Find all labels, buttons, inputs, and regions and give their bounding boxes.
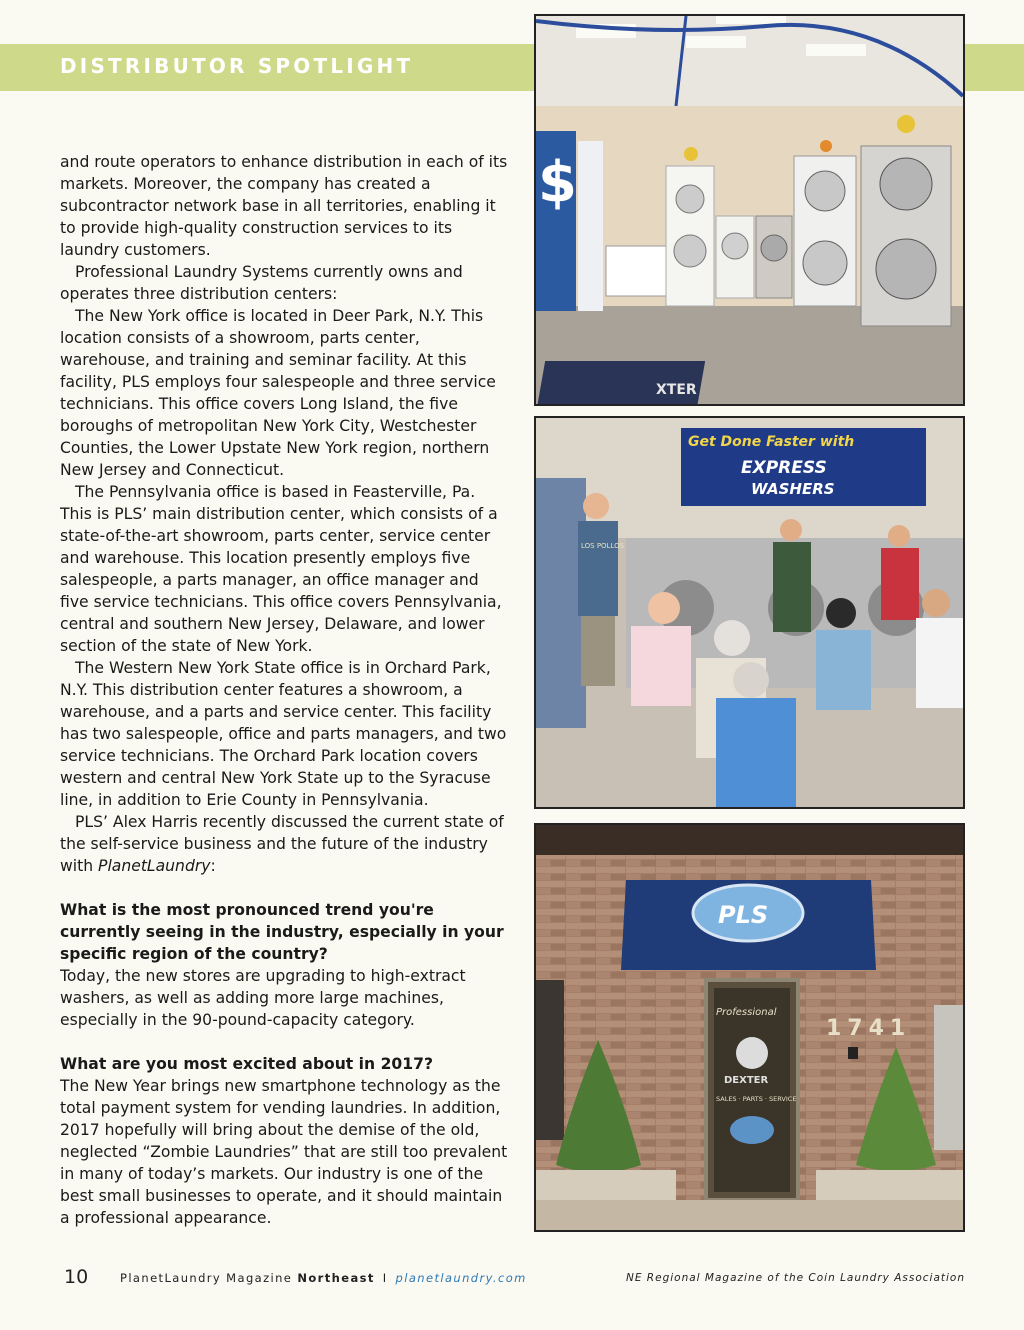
footer-tagline: NE Regional Magazine of the Coin Laundry Association [625, 1272, 965, 1284]
showroom-photo [534, 14, 965, 406]
address-number: 1741 [826, 1016, 912, 1041]
dollar-sign: $ [538, 150, 577, 215]
banner-line-1: Get Done Faster with [688, 434, 855, 450]
magazine-edition: Northeast [297, 1271, 375, 1285]
banner-line-2: EXPRESS [741, 458, 827, 478]
seminar-photo [534, 416, 965, 809]
footer-separator: I [382, 1271, 388, 1285]
paragraph-5: The Western New York State office is in Orchard Park, N.Y. This distribution center features a showroom, a warehouse, and a parts and service center. This facility has two salespeople, office and parts managers, and two service technicians. The Orchard Park location covers western and central New York State up to the Syracuse line, in addition to Erie County in Pennsylvania. [60, 659, 507, 809]
magazine-title: PlanetLaundry Magazine [120, 1271, 293, 1285]
shirt-print: LOS POLLOS [581, 542, 625, 550]
paragraph-1: and route operators to enhance distribution in each of its markets. Moreover, the company has created a subcontractor network base in all territories, enabling it to provide high-quality construction services to its laundry customers. [60, 153, 508, 259]
door-line-2: DEXTER [724, 1075, 769, 1086]
banner-line-3: WASHERS [751, 480, 835, 498]
question-2: What are you most excited about in 2017? [60, 1055, 434, 1073]
paragraph-6: PLS’ Alex Harris recently discussed the current state of the self-service business and the future of the industry with PlanetLaundry: [60, 813, 504, 875]
paragraph-3: The New York office is located in Deer Park, N.Y. This location consists of a showroom, parts center, warehouse, and training and seminar facility. At this facility, PLS employs four salespeople and three service technicians. This office covers Long Island, the five boroughs of metropolitan New York City, Westchester Counties, the Lower Upstate New York region, northern New Jersey and Connecticut. [60, 307, 496, 479]
page-number: 10 [64, 1266, 89, 1288]
footer-magazine [120, 1271, 527, 1285]
website-link[interactable]: planetlaundry.com [395, 1271, 527, 1285]
mat-logo: XTER [656, 382, 697, 398]
door-line-1: Professional [716, 1007, 777, 1018]
section-title: DISTRIBUTOR SPOTLIGHT [60, 54, 414, 78]
article-body [60, 151, 508, 1229]
magazine-name: PlanetLaundry [98, 857, 211, 875]
awning-logo: PLS [718, 901, 769, 929]
storefront-photo [534, 823, 965, 1232]
paragraph-2: Professional Laundry Systems currently owns and operates three distribution centers: [60, 263, 463, 303]
answer-2: The New Year brings new smartphone technology as the total payment system for vending laundries. In addition, 2017 hopefully will bring about the demise of the old, neglected “Zombie Laundries” that are still too prevalent in many of today’s markets. Our industry is one of the best small businesses to operate, and it should maintain a professional appearance. [60, 1077, 508, 1227]
answer-1: Today, the new stores are upgrading to high-extract washers, as well as adding more large machines, especially in the 90-pound-capacity category. [60, 967, 466, 1029]
paragraph-4: The Pennsylvania office is based in Feasterville, Pa. This is PLS’ main distribution center, which consists of a state-of-the-art showroom, parts center, service center and warehouse. This location presently employs five salespeople, a parts manager, an office manager and five service technicians. This office covers Pennsylvania, central and southern New Jersey, Delaware, and lower section of the state of New York. [60, 483, 502, 655]
question-1: What is the most pronounced trend you're currently seeing in the industry, especially in your specific region of the country? [60, 901, 504, 963]
door-line-3: SALES · PARTS · SERVICE [716, 1095, 797, 1103]
